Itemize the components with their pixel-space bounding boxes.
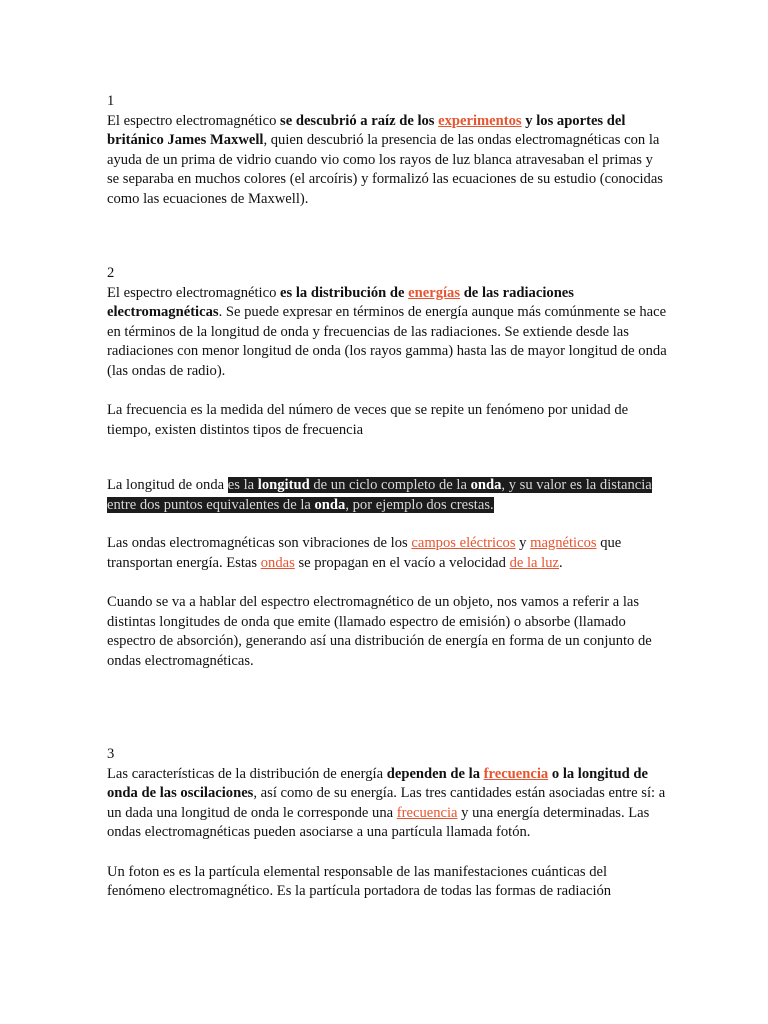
text: se propagan en el vacío a velocidad: [294, 554, 510, 571]
paragraph: [107, 765, 667, 843]
text: El espectro electromagnético: [107, 112, 281, 129]
highlighted-text: es la longitud de un ciclo completo de la onda, y su valor es la distancia entre dos puntos equivalentes de la onda, por ejemplo dos crestas.: [107, 477, 652, 513]
text: La longitud de onda: [107, 477, 228, 493]
link-experimentos[interactable]: experimentos: [438, 112, 522, 129]
link-campos-electricos[interactable]: campos eléctricos: [411, 535, 516, 551]
text: que transportan energía. Estas: [107, 535, 622, 571]
paragraph: [107, 112, 667, 210]
paragraph: [107, 534, 667, 573]
text: Las ondas electromagnéticas son vibraciones de los: [107, 535, 412, 551]
paragraph: Cuando se va a hablar del espectro electromagnético de un objeto, nos vamos a referir a las distintas longitudes de onda que emite (llamado espectro de emisión) o absorbe (llamado espectro de absorción), generando así una distribución de energía en forma de un conjunto de ondas electromagnéticas.: [107, 594, 652, 669]
text: , así como de su energía. Las tres cantidades están asociadas entre sí: a un dada una longitud de onda le corresponde una: [107, 785, 666, 821]
link-energias[interactable]: energías: [408, 284, 461, 301]
bold-text: y los aportes del británico James Maxwell: [107, 112, 626, 148]
section-number: 3: [107, 746, 115, 762]
text: y: [515, 535, 531, 551]
text: y una energía determinadas. Las ondas electromagnéticas pueden asociarse a una partícula llamada fotón.: [107, 804, 650, 840]
bold-text: o la longitud de onda de las oscilaciones: [107, 765, 648, 801]
bold-text: de las radiaciones electromagnéticas: [107, 284, 574, 320]
text: , quien descubrió la presencia de las ondas electromagnéticas con la ayuda de un prima de vidrio cuando vio como los rayos de luz blanca atravesaban el primas y se separaba en muchos colores (el arcoíris) y formalizó las ecuaciones de su estudio (conocidas como las ecuaciones de Maxwell).: [107, 132, 663, 207]
paragraph: [107, 284, 667, 382]
section-number: 1: [107, 93, 115, 109]
link-frecuencia[interactable]: frecuencia: [483, 765, 549, 782]
link-de-la-luz[interactable]: de la luz: [509, 554, 559, 571]
section-number: 2: [107, 265, 115, 281]
paragraph: La frecuencia es la medida del número de veces que se repite un fenómeno por unidad de tiempo, existen distintos tipos de frecuencia: [107, 402, 629, 438]
section-2-longitud: [107, 476, 667, 671]
bold-text: es la distribución de: [280, 284, 409, 301]
section-3: [107, 745, 667, 902]
link-magneticos[interactable]: magnéticos: [530, 535, 597, 551]
text: Las características de la distribución de energía: [107, 765, 387, 782]
section-1: [107, 92, 667, 209]
section-2: [107, 264, 667, 440]
text: .: [559, 554, 563, 571]
bold-text: se descubrió a raíz de los: [280, 112, 439, 129]
link-ondas[interactable]: ondas: [260, 554, 295, 571]
text: El espectro electromagnético: [107, 284, 281, 301]
text: . Se puede expresar en términos de energía aunque más comúnmente se hace en términos de la longitud de onda y frecuencias de las radiaciones. Se extiende desde las radiaciones con menor longitud de onda (los rayos gamma) hasta las de mayor longitud de onda (las ondas de radio).: [107, 304, 667, 379]
paragraph-highlighted: [107, 476, 667, 515]
link-frecuencia-2[interactable]: frecuencia: [396, 804, 458, 821]
paragraph: Un foton es es la partícula elemental responsable de las manifestaciones cuánticas del fenómeno electromagnético. Es la partícula portadora de todas las formas de radiación: [107, 863, 612, 899]
bold-text: dependen de la: [386, 765, 484, 782]
